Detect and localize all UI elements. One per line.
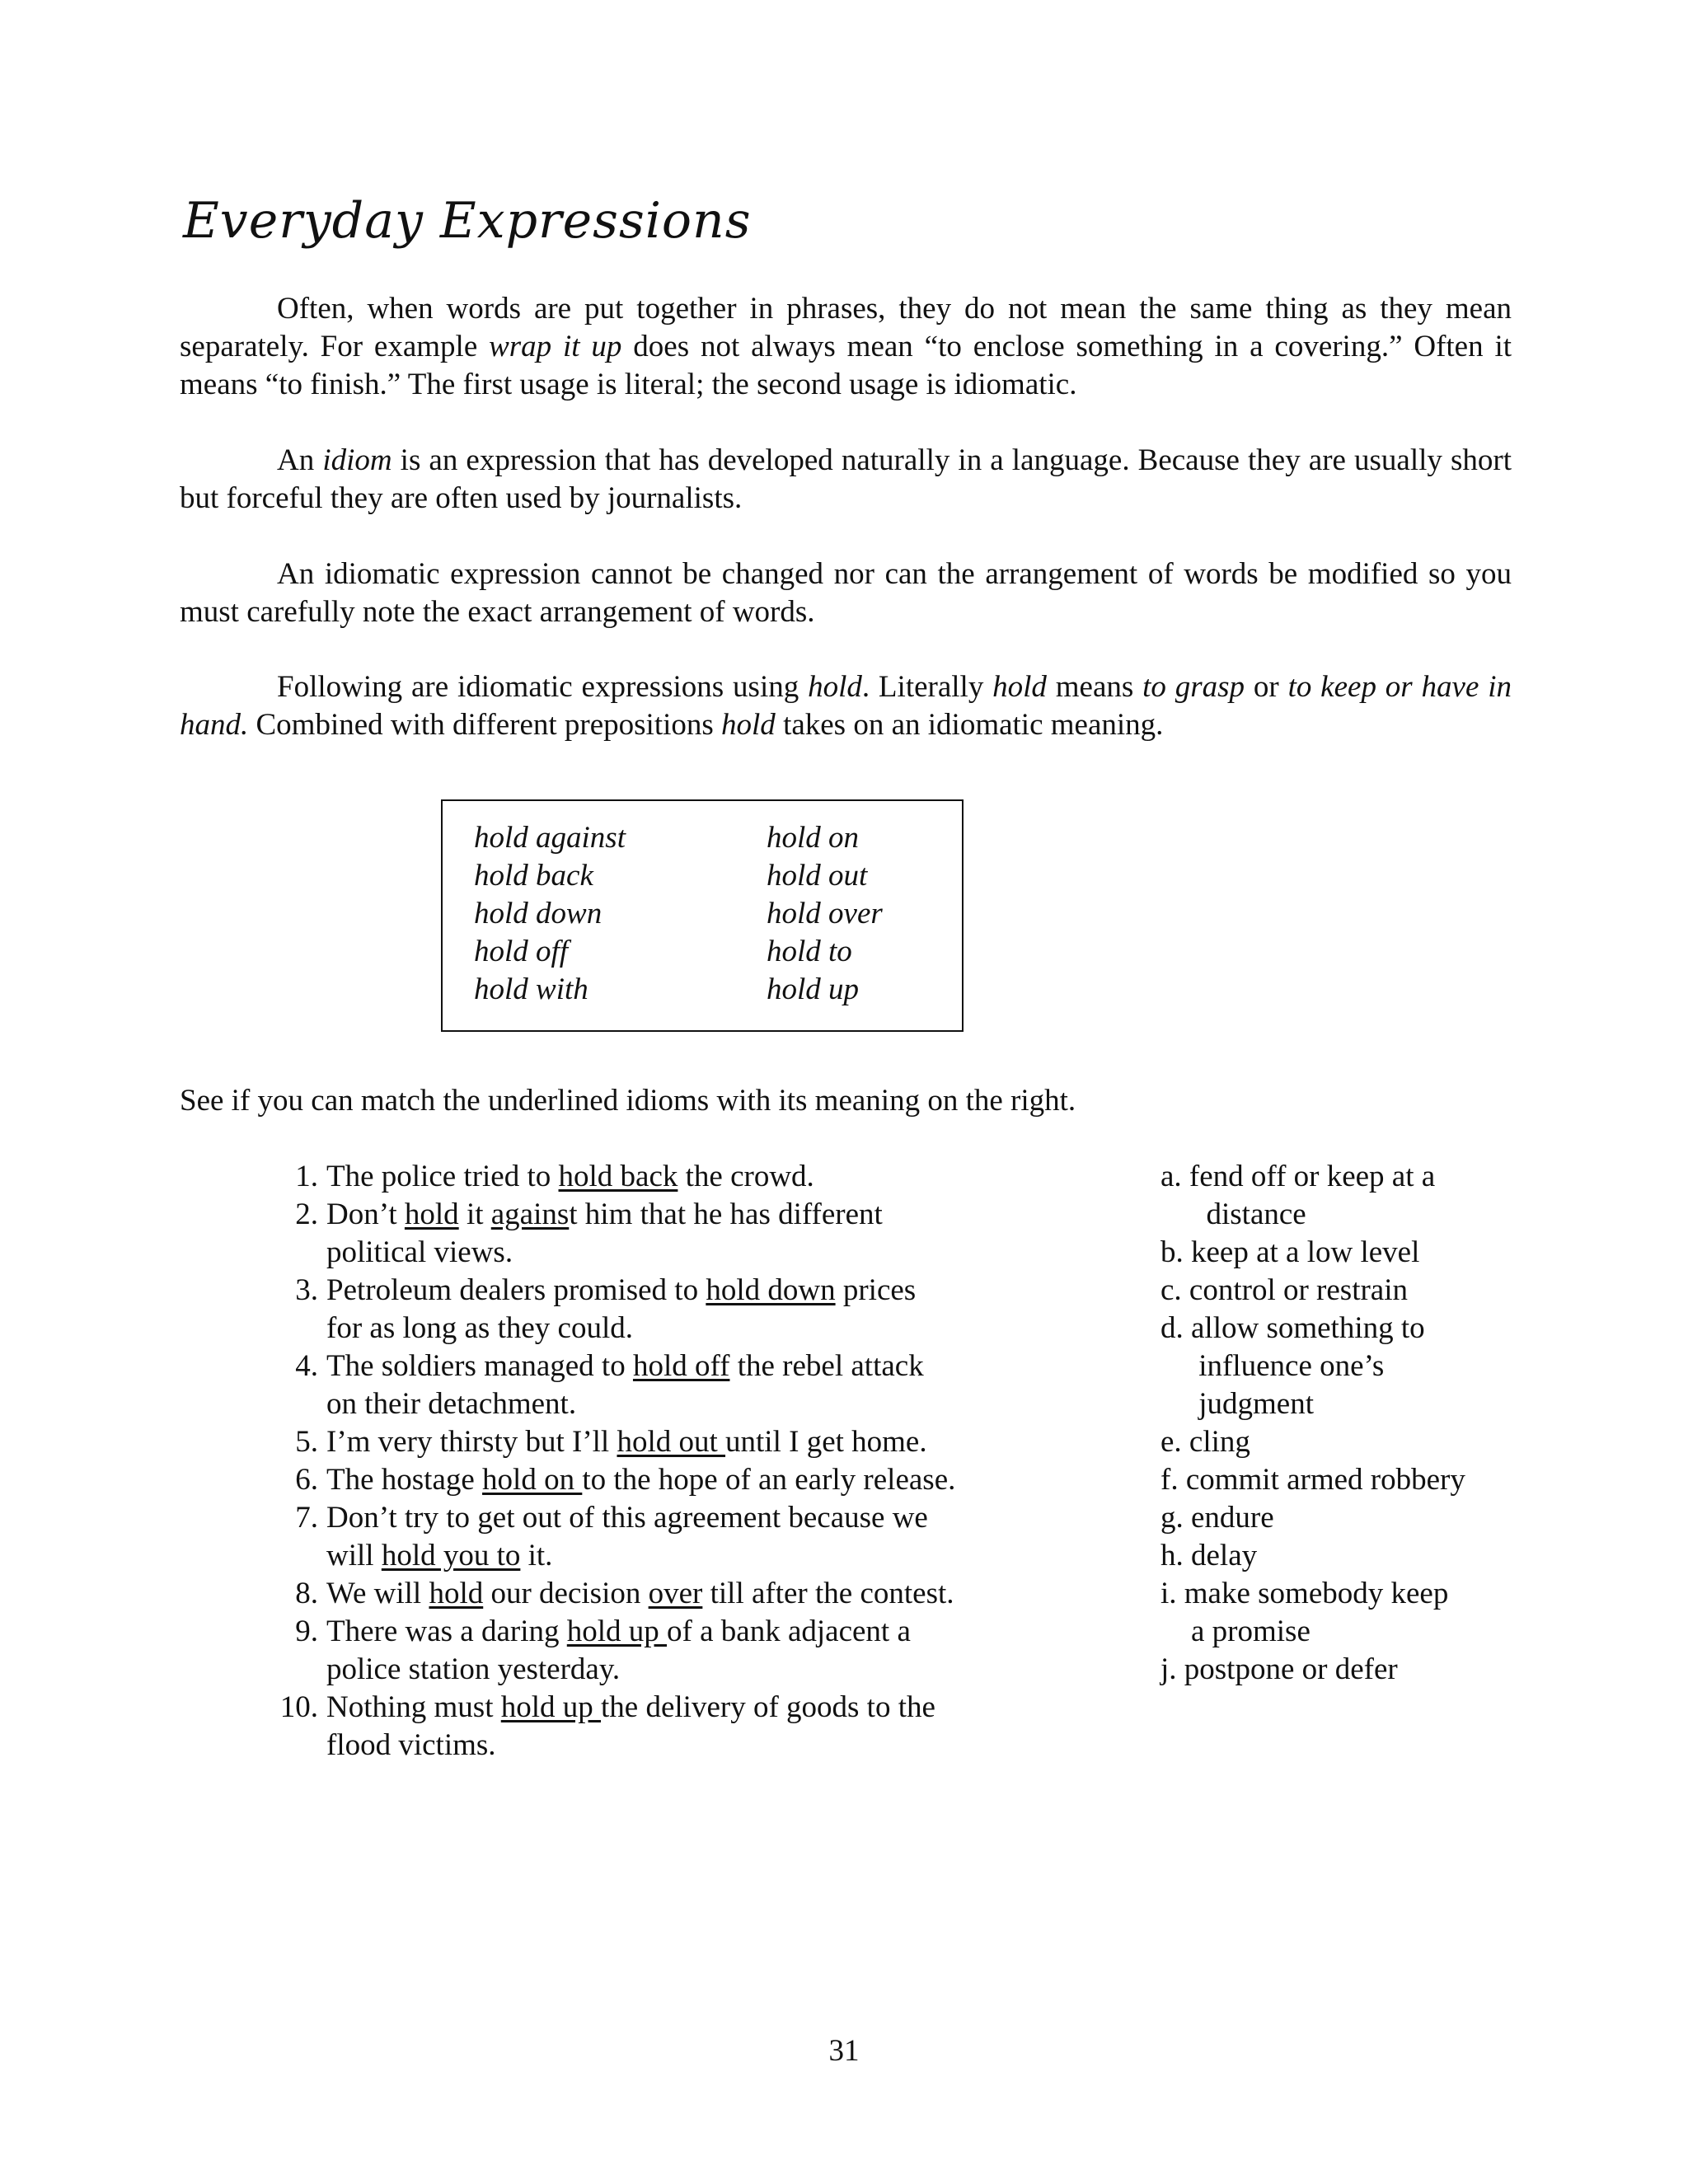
text: An [277,443,323,477]
text: the rebel attack [729,1349,924,1383]
underlined-idiom: hold up [500,1690,602,1724]
question-item [272,1196,1030,1272]
page-number: 31 [828,2034,860,2068]
text: Often, when words are put together in phrases, they do not mean the same thing as they mean separately. For example [180,292,1512,363]
idiom-item: hold against [474,821,626,855]
underlined-idiom: hold you to [381,1539,521,1572]
answer-line: c. control or restrain [1160,1273,1408,1307]
question-number: 5. [295,1425,318,1459]
underlined-idiom: hold out [617,1425,726,1459]
text: . Literally [861,670,993,704]
question-item [272,1499,1030,1575]
idiom-item: hold back [474,859,593,893]
question-continuation: for as long as they could. [326,1311,633,1345]
text: the crowd. [678,1160,814,1193]
text: is an expression that has developed naturally in a language. Because they are usually short but forceful they are often used by journalists. [180,443,1512,515]
text: The hostage [326,1463,483,1497]
question-list [272,1158,1030,1765]
answer-line: d. allow something to [1160,1311,1425,1345]
italic-text: idiom [322,443,392,477]
idiom-item: hold with [474,972,588,1006]
question-number: 9. [295,1615,318,1648]
paragraph-idiom-definition [180,442,1512,518]
paragraph-arrangement [180,555,1512,631]
question-item [272,1613,1030,1689]
text: will [326,1539,382,1572]
question-number: 2. [295,1197,318,1231]
answer-line: judgment [1160,1387,1315,1421]
idiom-column-left [474,819,626,1009]
underlined-idiom: hold [429,1577,484,1610]
text: The police tried to [326,1160,559,1193]
text: does not always mean “to enclose something in a covering.” Often it means “to finish.” The first usage is literal; the second usage is idiomatic. [180,330,1512,401]
italic-text: to keep or have in hand. [180,670,1512,742]
italic-text: hold [992,670,1047,704]
idiom-item: hold on [767,821,860,855]
text: The soldiers managed to [326,1349,633,1383]
question-number: 3. [295,1273,318,1307]
instruction-text: See if you can match the underlined idioms with its meaning on the right. [180,1084,1076,1118]
question-continuation: police station yesterday. [326,1652,621,1686]
text: it. [520,1539,553,1572]
answer-line: e. cling [1160,1425,1250,1459]
text: it [458,1197,491,1231]
answer-line: a. fend off or keep at a [1160,1160,1436,1193]
idiom-column-right [767,819,883,1009]
text: the delivery of goods to the [601,1690,935,1724]
underlined-idiom: agains [490,1197,570,1231]
question-number: 8. [295,1577,318,1610]
italic-text: to grasp [1142,670,1245,704]
text: takes on an idiomatic meaning. [775,708,1164,742]
underlined-idiom: hold on [482,1463,583,1497]
idiom-item: hold up [767,972,860,1006]
italic-text: wrap it up [489,330,622,363]
underlined-idiom: hold down [706,1273,836,1307]
question-item [272,1575,1030,1613]
text: Don’t try to get out of this agreement because we [326,1501,928,1535]
italic-text: hold [721,708,776,742]
idiom-item: hold off [474,935,569,968]
text: There was a daring [326,1615,567,1648]
question-item [272,1158,1030,1196]
text: Petroleum dealers promised to [326,1273,706,1307]
question-item [272,1461,1030,1499]
paragraph-intro [180,290,1512,404]
question-item [272,1423,1030,1461]
question-continuation: on their detachment. [326,1387,577,1421]
text: I’m very thirsty but I’ll [326,1425,617,1459]
underlined-idiom: hold up [566,1615,668,1648]
answer-line: a promise [1160,1615,1311,1648]
text: of a bank adjacent a [667,1615,911,1648]
text: means [1046,670,1143,704]
idiom-item: hold over [767,897,883,930]
answer-line: h. delay [1160,1539,1258,1572]
question-number: 6. [295,1463,318,1497]
text: until I get home. [725,1425,927,1459]
question-item [272,1272,1030,1347]
question-item [272,1347,1030,1423]
underlined-idiom: hold [404,1197,459,1231]
question-item [272,1689,1030,1765]
answer-line: g. endure [1160,1501,1274,1535]
text: prices [835,1273,917,1307]
idiom-box [441,799,964,1032]
text: t him that he has different [569,1197,883,1231]
idiom-item: hold out [767,859,868,893]
answer-line: b. keep at a low level [1160,1235,1420,1269]
question-continuation: political views. [326,1235,513,1269]
underlined-idiom: over [648,1577,703,1610]
text: to the hope of an early release. [582,1463,956,1497]
text: our decision [483,1577,649,1610]
question-number: 4. [295,1349,318,1383]
text: Nothing must [326,1690,501,1724]
question-number: 1. [295,1160,318,1193]
text: Following are idiomatic expressions using [277,670,809,704]
underlined-idiom: hold off [632,1349,730,1383]
text: Combined with different prepositions [248,708,722,742]
idiom-item: hold to [767,935,852,968]
answer-line: f. commit armed robbery [1160,1463,1465,1497]
text: We will [326,1577,429,1610]
italic-text: hold [808,670,862,704]
question-continuation: flood victims. [326,1728,496,1762]
question-number: 10. [279,1690,318,1724]
text: till after the contest. [702,1577,954,1610]
answer-list [1160,1158,1523,1689]
paragraph-hold [180,668,1512,744]
page-title: Everyday Expressions [183,192,752,250]
text: or [1245,670,1288,704]
underlined-idiom: hold back [558,1160,678,1193]
answer-line: j. postpone or defer [1160,1652,1398,1686]
text: Don’t [326,1197,405,1231]
answer-line: distance [1160,1197,1306,1231]
question-number: 7. [295,1501,318,1535]
answer-line: i. make somebody keep [1160,1577,1449,1610]
answer-line: influence one’s [1160,1349,1385,1383]
text: An idiomatic expression cannot be changed nor can the arrangement of words be modified so you must carefully note the exact arrangement of words. [180,557,1512,629]
idiom-item: hold down [474,897,603,930]
